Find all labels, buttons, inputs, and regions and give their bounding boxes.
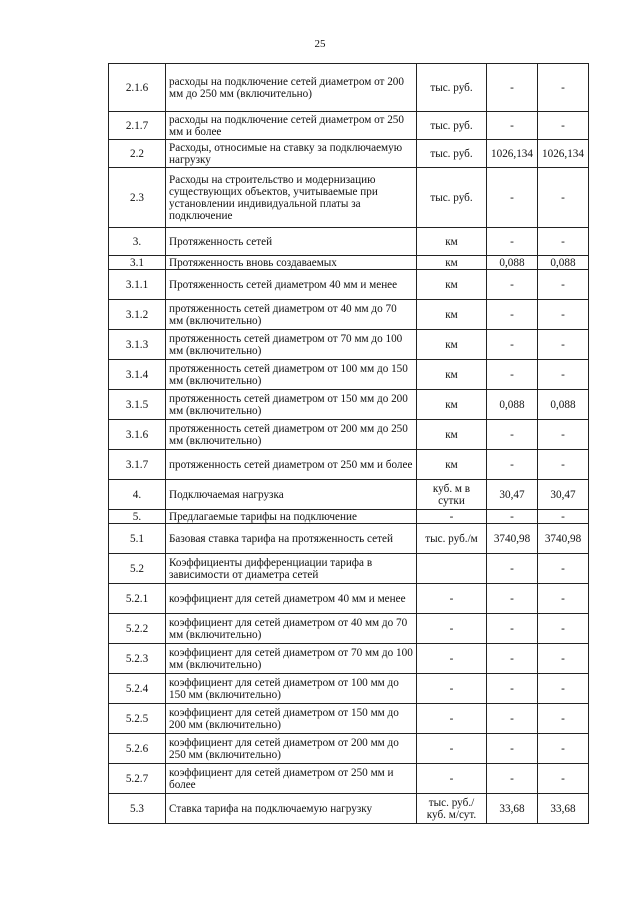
table-row bbox=[109, 480, 589, 510]
row-number: 5. bbox=[109, 510, 166, 524]
row-number: 2.1.7 bbox=[109, 112, 166, 140]
row-value-1: - bbox=[487, 510, 538, 524]
row-unit: - bbox=[417, 734, 487, 764]
table-row bbox=[109, 228, 589, 256]
row-name: коэффициент для сетей диаметром 40 мм и менее bbox=[166, 584, 417, 614]
row-value-1: - bbox=[487, 228, 538, 256]
row-unit: тыс. руб. bbox=[417, 112, 487, 140]
row-value-1: - bbox=[487, 644, 538, 674]
row-value-2: 1026,134 bbox=[538, 140, 589, 168]
row-value-2: - bbox=[538, 734, 589, 764]
row-value-1: 30,47 bbox=[487, 480, 538, 510]
row-value-1: - bbox=[487, 584, 538, 614]
table-row bbox=[109, 420, 589, 450]
row-name: коэффициент для сетей диаметром от 40 мм до 70 мм (включительно) bbox=[166, 614, 417, 644]
row-number: 5.2.1 bbox=[109, 584, 166, 614]
row-name: Подключаемая нагрузка bbox=[166, 480, 417, 510]
row-name: протяженность сетей диаметром от 70 мм до 100 мм (включительно) bbox=[166, 330, 417, 360]
row-number: 5.2.4 bbox=[109, 674, 166, 704]
row-unit: тыс. руб. bbox=[417, 64, 487, 112]
row-unit: тыс. руб./м bbox=[417, 524, 487, 554]
row-number: 3.1.2 bbox=[109, 300, 166, 330]
table-row bbox=[109, 614, 589, 644]
row-value-2: 30,47 bbox=[538, 480, 589, 510]
row-value-1: - bbox=[487, 764, 538, 794]
row-unit bbox=[417, 554, 487, 584]
row-unit: - bbox=[417, 614, 487, 644]
row-name: Протяженность вновь создаваемых bbox=[166, 256, 417, 270]
row-value-2: - bbox=[538, 510, 589, 524]
tariff-table bbox=[108, 63, 589, 824]
row-value-1: 1026,134 bbox=[487, 140, 538, 168]
row-value-1: - bbox=[487, 112, 538, 140]
row-value-1: - bbox=[487, 330, 538, 360]
row-unit: км bbox=[417, 450, 487, 480]
row-name: протяженность сетей диаметром от 100 мм до 150 мм (включительно) bbox=[166, 360, 417, 390]
row-value-1: - bbox=[487, 270, 538, 300]
row-number: 3.1.1 bbox=[109, 270, 166, 300]
table-row bbox=[109, 734, 589, 764]
row-value-2: - bbox=[538, 704, 589, 734]
row-value-2: - bbox=[538, 360, 589, 390]
table-row bbox=[109, 794, 589, 824]
row-name: коэффициент для сетей диаметром от 70 мм до 100 мм (включительно) bbox=[166, 644, 417, 674]
row-unit: тыс. руб./ куб. м/сут. bbox=[417, 794, 487, 824]
row-number: 5.2.5 bbox=[109, 704, 166, 734]
table-row bbox=[109, 764, 589, 794]
row-unit: тыс. руб. bbox=[417, 140, 487, 168]
row-unit: - bbox=[417, 584, 487, 614]
row-value-2: - bbox=[538, 168, 589, 228]
row-unit: куб. м в сутки bbox=[417, 480, 487, 510]
row-value-1: - bbox=[487, 64, 538, 112]
row-value-2: 33,68 bbox=[538, 794, 589, 824]
row-name: Протяженность сетей bbox=[166, 228, 417, 256]
row-unit: - bbox=[417, 510, 487, 524]
row-value-1: 0,088 bbox=[487, 390, 538, 420]
row-name: протяженность сетей диаметром от 250 мм и более bbox=[166, 450, 417, 480]
row-number: 3.1.5 bbox=[109, 390, 166, 420]
row-value-2: - bbox=[538, 420, 589, 450]
row-name: Базовая ставка тарифа на протяженность сетей bbox=[166, 524, 417, 554]
row-value-1: - bbox=[487, 450, 538, 480]
row-number: 3.1.7 bbox=[109, 450, 166, 480]
table-row bbox=[109, 644, 589, 674]
row-unit: км bbox=[417, 330, 487, 360]
row-value-2: - bbox=[538, 270, 589, 300]
table-row bbox=[109, 554, 589, 584]
row-value-1: - bbox=[487, 168, 538, 228]
row-value-1: 3740,98 bbox=[487, 524, 538, 554]
row-value-1: - bbox=[487, 554, 538, 584]
row-unit: тыс. руб. bbox=[417, 168, 487, 228]
row-value-2: - bbox=[538, 450, 589, 480]
row-name: протяженность сетей диаметром от 200 мм до 250 мм (включительно) bbox=[166, 420, 417, 450]
row-number: 2.1.6 bbox=[109, 64, 166, 112]
row-value-2: 0,088 bbox=[538, 256, 589, 270]
row-name: Протяженность сетей диаметром 40 мм и менее bbox=[166, 270, 417, 300]
row-value-2: - bbox=[538, 228, 589, 256]
row-unit: - bbox=[417, 764, 487, 794]
row-number: 3.1.4 bbox=[109, 360, 166, 390]
row-value-1: - bbox=[487, 360, 538, 390]
table-row bbox=[109, 524, 589, 554]
row-value-1: - bbox=[487, 300, 538, 330]
row-unit: - bbox=[417, 644, 487, 674]
row-unit: км bbox=[417, 390, 487, 420]
row-value-2: - bbox=[538, 584, 589, 614]
row-number: 3.1 bbox=[109, 256, 166, 270]
row-value-2: - bbox=[538, 330, 589, 360]
row-name: коэффициент для сетей диаметром от 250 мм и более bbox=[166, 764, 417, 794]
row-value-2: - bbox=[538, 64, 589, 112]
row-number: 2.3 bbox=[109, 168, 166, 228]
row-name: коэффициент для сетей диаметром от 100 мм до 150 мм (включительно) bbox=[166, 674, 417, 704]
row-name: протяженность сетей диаметром от 40 мм до 70 мм (включительно) bbox=[166, 300, 417, 330]
row-name: Коэффициенты дифференциации тарифа в зависимости от диаметра сетей bbox=[166, 554, 417, 584]
table-row bbox=[109, 168, 589, 228]
row-unit: км bbox=[417, 360, 487, 390]
row-value-1: - bbox=[487, 734, 538, 764]
table-row bbox=[109, 140, 589, 168]
page-number: 25 bbox=[314, 38, 326, 50]
table-row bbox=[109, 270, 589, 300]
row-value-2: - bbox=[538, 764, 589, 794]
row-unit: - bbox=[417, 704, 487, 734]
row-unit: - bbox=[417, 674, 487, 704]
table-row bbox=[109, 510, 589, 524]
row-value-1: 33,68 bbox=[487, 794, 538, 824]
row-number: 5.3 bbox=[109, 794, 166, 824]
row-number: 3.1.6 bbox=[109, 420, 166, 450]
row-name: Расходы на строительство и модернизацию существующих объектов, учитываемые при установлении индивидуальной платы за подключение bbox=[166, 168, 417, 228]
row-value-2: - bbox=[538, 674, 589, 704]
table-row bbox=[109, 256, 589, 270]
table-row bbox=[109, 390, 589, 420]
table-row bbox=[109, 704, 589, 734]
row-name: коэффициент для сетей диаметром от 200 мм до 250 мм (включительно) bbox=[166, 734, 417, 764]
row-value-2: - bbox=[538, 300, 589, 330]
row-number: 3.1.3 bbox=[109, 330, 166, 360]
row-name: Расходы, относимые на ставку за подключаемую нагрузку bbox=[166, 140, 417, 168]
row-number: 4. bbox=[109, 480, 166, 510]
row-unit: км bbox=[417, 300, 487, 330]
table-row bbox=[109, 450, 589, 480]
row-value-2: 0,088 bbox=[538, 390, 589, 420]
row-value-2: 3740,98 bbox=[538, 524, 589, 554]
row-name: Предлагаемые тарифы на подключение bbox=[166, 510, 417, 524]
row-number: 3. bbox=[109, 228, 166, 256]
table-row bbox=[109, 674, 589, 704]
row-value-1: - bbox=[487, 674, 538, 704]
row-value-2: - bbox=[538, 644, 589, 674]
table-row bbox=[109, 64, 589, 112]
row-name: расходы на подключение сетей диаметром от 250 мм и более bbox=[166, 112, 417, 140]
row-value-2: - bbox=[538, 614, 589, 644]
table-row bbox=[109, 584, 589, 614]
row-value-2: - bbox=[538, 112, 589, 140]
row-unit: км bbox=[417, 256, 487, 270]
row-number: 5.2 bbox=[109, 554, 166, 584]
row-name: Ставка тарифа на подключаемую нагрузку bbox=[166, 794, 417, 824]
table-row bbox=[109, 360, 589, 390]
row-unit: км bbox=[417, 228, 487, 256]
row-unit: км bbox=[417, 270, 487, 300]
row-name: коэффициент для сетей диаметром от 150 мм до 200 мм (включительно) bbox=[166, 704, 417, 734]
row-number: 5.2.3 bbox=[109, 644, 166, 674]
row-number: 5.2.6 bbox=[109, 734, 166, 764]
row-name: протяженность сетей диаметром от 150 мм до 200 мм (включительно) bbox=[166, 390, 417, 420]
row-number: 5.1 bbox=[109, 524, 166, 554]
row-value-1: - bbox=[487, 420, 538, 450]
table-row bbox=[109, 300, 589, 330]
row-value-1: - bbox=[487, 704, 538, 734]
table-row bbox=[109, 112, 589, 140]
row-value-1: 0,088 bbox=[487, 256, 538, 270]
row-name: расходы на подключение сетей диаметром от 200 мм до 250 мм (включительно) bbox=[166, 64, 417, 112]
table-row bbox=[109, 330, 589, 360]
row-unit: км bbox=[417, 420, 487, 450]
row-number: 2.2 bbox=[109, 140, 166, 168]
row-value-2: - bbox=[538, 554, 589, 584]
row-number: 5.2.2 bbox=[109, 614, 166, 644]
row-value-1: - bbox=[487, 614, 538, 644]
row-number: 5.2.7 bbox=[109, 764, 166, 794]
